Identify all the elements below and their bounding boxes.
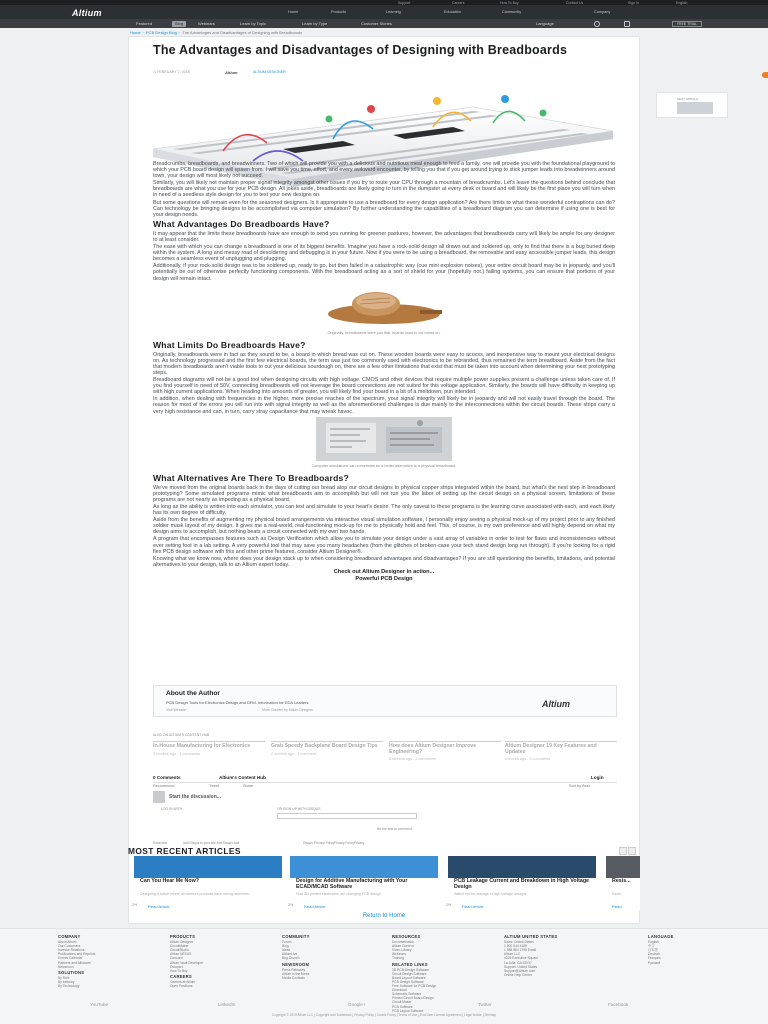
avatar (153, 791, 165, 803)
cta-link[interactable]: Check out Altium Designer in action... (333, 568, 435, 575)
breadcrumb-home[interactable]: Home (130, 30, 141, 35)
footer-col-community (282, 935, 382, 980)
footer-link[interactable]: Documentation (392, 940, 415, 945)
read-article-link[interactable]: Read (612, 904, 622, 909)
language-select[interactable]: Language (536, 21, 554, 27)
footer-text: 4225 Executive Square (504, 956, 539, 961)
footer-text: Support: United States (504, 964, 538, 969)
footer-link[interactable]: Blog (282, 944, 289, 949)
footer-link[interactable]: By Role (58, 975, 70, 980)
footer-text: 1 800 544 4186 (504, 944, 527, 949)
paragraph: As long as the ability is written into each simulator, you can test and simulate to your heart's desire. The only caveat to these programs is the learning curve associated with each, and each likely has its own degree of difficulty. (153, 504, 615, 517)
footer-link[interactable]: Investor Relations (58, 948, 85, 953)
read-article-link[interactable]: Read Article (462, 904, 484, 909)
recent-article-pct: 2% (288, 903, 294, 907)
how-to-buy-link[interactable]: How To Buy (500, 0, 519, 5)
content-hub-link[interactable]: Altium's Content Hub (219, 775, 266, 780)
footer-link[interactable]: Altium Vault Developer (170, 960, 204, 965)
footer-link[interactable]: Circuit Maker (392, 1000, 412, 1005)
footer-link[interactable]: Download (392, 988, 407, 993)
related-title: Altium Designer 19 Key Features and Updates (505, 743, 597, 755)
more-content-link[interactable]: More Content by Altium Designer (262, 708, 314, 712)
footer-heading: RESOURCES (392, 934, 421, 939)
recent-article-card[interactable] (448, 856, 596, 910)
footer-link[interactable]: Ideas (282, 948, 291, 953)
heading-limits: What Limits Do Breadboards Have? (153, 339, 306, 350)
footer-link[interactable]: PCB Design Software (392, 979, 424, 984)
footer-heading: NEWSROOM (282, 961, 310, 967)
footer-link[interactable]: About Altium (58, 940, 77, 945)
visit-website-link[interactable]: Visit Website (166, 708, 187, 712)
paragraph: Breadcrumbs, breadboards, and breadwinners. Two of which will provide you with a delicious and nutritious meal enough to feed a family, one will provide you with the foundational playground to which your PCB board design will spawn from. I will save you time, effort, and every awkward encounter, by telling you that if you get around trying to stick jumper leads into breadwinners around town, your design will most likely not succeed. (153, 161, 615, 180)
facebook-icon[interactable]: Facebook (608, 1002, 629, 1007)
author-box-logo: Altium (542, 699, 570, 709)
footer-link[interactable]: Deutsch (648, 952, 661, 957)
footer (0, 928, 768, 1024)
read-article-link[interactable]: Read Article (304, 904, 326, 909)
name-field[interactable] (277, 813, 417, 819)
free-trial-button[interactable]: FREE TRIAL (672, 21, 702, 27)
footer-heading: COMMUNITY (282, 934, 310, 939)
careers-link[interactable]: Careers (452, 0, 465, 5)
recent-article-image (448, 856, 596, 878)
share-icon[interactable] (624, 21, 630, 27)
twitter-icon[interactable]: Twitter (478, 1002, 492, 1007)
footer-link[interactable]: 中文 (648, 944, 655, 949)
comments-bar (153, 775, 617, 783)
related-item[interactable] (271, 741, 383, 777)
footer-link[interactable]: By Technology (58, 984, 80, 989)
recent-article-image (606, 856, 640, 878)
footer-link[interactable]: Support@Altium.com (504, 968, 536, 973)
breadcrumb-separator: › (178, 30, 181, 35)
footer-link[interactable]: Octopart (170, 964, 183, 969)
related-snippet: 6 months ago - 2 comments (389, 757, 437, 761)
footer-link[interactable]: Media Contacts (282, 975, 305, 980)
paragraph: A program that encompasses features such as Design Verification which allow you to simulate your design under a vast array of variables in order to test for flaws and inconsistencies without ever setting foot in a lab setting. A very powerful tool that may save you many headaches (from the glitches of broken-case your tech stand design long run through). If you're looking for a rigid flex PCB design software with this and other prime features, consider Altium Designer®. (153, 536, 615, 555)
related-title: In-House Manufacturing for Electronics (153, 743, 251, 749)
footer-link[interactable]: Video Library (392, 948, 412, 953)
altium-logo[interactable]: Altium (72, 8, 102, 18)
footer-link[interactable]: Circuit Design Software (392, 971, 427, 976)
subnav-learn-type[interactable]: Learn by Type (302, 21, 328, 27)
nav-community[interactable]: Community (502, 9, 522, 14)
footer-link[interactable]: Schematic Software (392, 992, 422, 997)
heading-alternatives: What Alternatives Are There To Breadboards? (153, 472, 349, 483)
related-title: Grab Speedy Backplane Board Design Tips (271, 743, 378, 749)
footer-link[interactable]: Webinars (392, 952, 406, 957)
footer-heading: PRODUCTS (170, 934, 196, 939)
most-recent-heading: MOST RECENT ARTICLES (128, 846, 241, 856)
paragraph: Additionally, if your rock-solid design was to be soldered up, ready to go, but then failed in a catastrophic way (cue mini explosion noises), your entire circuit board may be in jeopardy, and you'll potentially be out of otherwise perfectly functioning components. With the breadboard acting as a sort of shield for your (hopefully not.) failing systems, you can ensure that portions of your design will remain intact. (153, 263, 615, 282)
footer-link[interactable]: Altium in the News (282, 971, 310, 976)
related-snippet: 3 months ago - 4 comments (153, 751, 201, 756)
footer-link[interactable]: Publications and Reprints (58, 952, 96, 957)
subnav-webinars[interactable]: Webinars (198, 21, 215, 27)
recent-article-title: PCB Leakage Current and Breakdown in High Voltage Design (454, 878, 589, 890)
footer-col-products (170, 935, 270, 988)
recent-article-title: Resis... (612, 878, 631, 884)
next-article-widget[interactable] (656, 92, 728, 118)
footer-link[interactable]: Press Releases (282, 967, 306, 972)
footer-link[interactable]: Altium NEXUS (170, 952, 192, 957)
recent-article-card[interactable] (134, 856, 282, 910)
related-item[interactable] (153, 741, 265, 777)
footer-link[interactable]: English (648, 940, 659, 945)
footer-col-company (58, 935, 158, 988)
paragraph: Aside from the benefits of augmenting my physical board arrangements via interactive visual simulation software, I personally enjoy seeing a physical mock-up of my project prior to any finished soldier mask layout of my design. It gives me a real-world, real-functioning mock-up for me to physically hold and feel. This, of course, is my own preference and will highly depend on what my design aims to accomplish, but nothing beats a circuit connected with my own two hands. (153, 517, 615, 536)
recommend-button[interactable]: Recommend (153, 784, 175, 788)
read-article-link[interactable]: Read Article (148, 904, 170, 909)
cta-subtitle: Powerful PCB Design (355, 576, 413, 583)
footer-link[interactable]: How To Buy (170, 968, 188, 973)
comment-count: 0 Comments (153, 775, 181, 780)
support-link[interactable]: Support (398, 0, 411, 5)
nav-education[interactable]: Education (444, 9, 461, 14)
related-snippet: 2 months ago - 1 comment (271, 751, 317, 756)
recent-article-image (134, 856, 282, 878)
recent-article-image (290, 856, 438, 878)
footer-link[interactable]: Careers at Altium (170, 979, 196, 984)
paragraph: But some questions will remain even for the seasoned designers. Is it appropriate to use a breadboard for every design application? Are there limits to what these wonderful contraptions can do? Can technology be bringing designs to be accomplished via computer simulation? By further understanding the capabilities of a breadboard diagram you can determine if using one is best for your design needs. (153, 199, 615, 218)
footer-link[interactable]: Open Positions (170, 984, 193, 989)
about-author-desc: PCB Design Tools for Electronics Design and DFM. Information for EDA Leaders. (166, 700, 310, 705)
language-link[interactable]: English (676, 0, 688, 5)
footer-link[interactable]: Altium Content (392, 944, 414, 949)
recent-article-pct: 2% (446, 903, 452, 907)
article-card (128, 36, 640, 924)
recent-article-snippet: Resis... (612, 892, 624, 896)
footer-link[interactable]: By Industry (58, 979, 75, 984)
breadcrumb-blog[interactable]: PCB Design Blog (146, 30, 177, 35)
footer-link[interactable]: Events Calendar (58, 956, 83, 961)
sign-in-link[interactable]: Sign In (628, 0, 639, 5)
footer-heading: LANGUAGE (648, 934, 674, 939)
login-button[interactable]: Login (591, 775, 604, 780)
google-plus-icon[interactable]: Google+ (348, 1002, 366, 1007)
subnav-blog-tag[interactable]: Blog (172, 21, 186, 26)
about-author-box (153, 685, 617, 717)
recent-article-title: Can You Hear Me Now? (140, 878, 199, 884)
next-arrow-icon[interactable] (628, 847, 636, 855)
footer-text: 1 858 864 1798 Email (504, 948, 537, 953)
footer-link[interactable]: Training (392, 956, 404, 961)
recent-article-title: Design for Additive Manufacturing with Your ECAD/MCAD Software (296, 878, 408, 890)
footer-col-resources (392, 935, 492, 1013)
related-item[interactable] (505, 741, 617, 777)
footer-link[interactable]: Partners and Alliances (58, 960, 91, 965)
tweet-button[interactable]: Tweet (209, 784, 220, 788)
privacy-link[interactable]: Disqus' Privacy PolicyPrivacy PolicyPrivacy (303, 841, 365, 845)
footer-link[interactable]: 日本語 (648, 948, 658, 953)
paragraph: It may appear that the limits these breadboards have are enough to send you running for greener pastures, however, the advantages that breadboards carry will likely be ample for any designer to at least consider. (153, 230, 615, 243)
footer-heading: RELATED LINKS (392, 961, 428, 967)
article-meta (153, 69, 286, 75)
related-snippet: a month ago - 5 comments (505, 757, 551, 761)
next-article-thumbnail[interactable] (677, 102, 713, 114)
author-logo: Altium (225, 69, 238, 75)
nav-learning[interactable]: Learning (386, 9, 401, 14)
footer-link[interactable]: Forum (282, 940, 292, 945)
footer-link[interactable]: Русский (648, 960, 661, 965)
paragraph: Originally, breadboards were in fact as they sound to be, a board in which bread was cut on. These wooden boards were easy to access, and inexpensive way to mount your electrical designs on. As technology progressed and the first few electrical boards, the term was just too commonly used with electronics to be rebranded, thus remained the term breadboard. Aside from the fact that modern breadboards aren't viable tools to cut your delicious sourdough on, there are a few other limitations that exist that must be taken into account when determining your next prototyping steps. (153, 351, 615, 376)
subnav-featured[interactable]: Featured (136, 21, 153, 27)
footer-col-altium-us (504, 935, 604, 977)
footer-text: Altium LLC (504, 952, 521, 957)
paragraph: We've moved from the original boards back in the days of cutting our bread atop our circuit designs to physical copper strips integrated within the board, but what's the next step in breadboard prototyping? Some simulated programs mimic what breadboards aim to accomplish but will not run you the labor of setting up the circuit design on a physical screen, limitations of these programs are not nearly as impeding as a physical board. (153, 484, 615, 503)
contact-us-link[interactable]: Contact Us (566, 0, 584, 5)
paragraph: Breadboard diagrams will not be a good tool when designing circuits with high voltage. CMOS and other devices that require multiple power supplies present a challenge unless taken care of. If you find yourself in need of 50V, connecting breadboards will not leverage the board connections are not suited for this voltage application. Similarly, the boards will have difficulty in keeping up with high current applications. When heading into amounts of greater, you will likely find your board in a bit of a meltdown, pun intended. (153, 377, 615, 396)
footer-text: La Jolla, CA 92037 (504, 960, 532, 965)
related-heading: ALSO ON ALTIUM'S CONTENT HUB (153, 733, 210, 737)
paragraph: In addition, when dealing with frequencies in the higher, more precise reaches of the spectrum, your signal integrity will likely be in jeopardy and will not easily travel through the board. The reason for most of the errors you will run into with signal integrity as well as the aforementioned challenges is due mainly to the interconnections within the circuit boards. These strips carry a very high resistance and can, in turn, carry stray capacitance that may wreak havoc. (153, 396, 615, 415)
footer-heading: COMPANY (58, 934, 81, 939)
footer-link[interactable]: Our Customers (58, 944, 81, 949)
footer-link[interactable]: CircuitMaker (170, 944, 189, 949)
breadcrumb (130, 30, 302, 35)
circuit-simulation-image (316, 417, 452, 461)
footer-link[interactable]: PCB Layout Software (392, 1008, 424, 1013)
recent-article-snippet: Watch out for leakage in high voltage designs (454, 892, 527, 896)
footer-link[interactable]: PCB Software (392, 1004, 413, 1009)
prev-arrow-icon[interactable] (619, 847, 627, 855)
footer-heading: CAREERS (170, 973, 192, 979)
footer-link[interactable]: Printed Circuit Board Design (392, 996, 434, 1001)
recent-article-snippet: How 3D printed electronics are changing PCB design (296, 892, 381, 896)
about-author-heading: About the Author (166, 690, 220, 697)
footer-link[interactable]: Newsroom (58, 964, 74, 969)
footer-link[interactable]: Board Layout Software (392, 975, 426, 980)
youtube-icon[interactable]: YouTube (90, 1002, 109, 1007)
recent-article-snippet: Designing a future where all wireless products have strong antennas (140, 892, 249, 896)
breadcrumb-current: The Advantages and Disadvantages of Designing with Breadboards (182, 30, 303, 35)
paragraph: The ease with which you can change a breadboard is one of its biggest benefits. Imagine you have a rock-solid design all drawn out and soldered up, only to find that there is a bug buried deep within the system. A long and messy road of desoldering and debugging is in your future. Now if you were to be using a breadboard, the removable and easy accessible jumper leads, this design becomes a seamless event of unplugging and plugging. (153, 244, 615, 263)
sub-nav (0, 19, 768, 28)
login-with-label: LOG IN WITH (161, 807, 183, 811)
first-comment-text: Be the first to comment. (377, 827, 413, 831)
nav-home[interactable]: Home (288, 9, 299, 14)
return-home-link[interactable]: Return to Home (362, 913, 406, 919)
recent-article-card[interactable] (290, 856, 438, 910)
copyright: Copyright © 2019 Altium LLC | Copyright and Trademark | Privacy Policy | Cookie Policy | Terms of Use | End-User License Agreement | Legal Notice | Sitemap (271, 1013, 497, 1017)
nav-products[interactable]: Products (331, 9, 346, 14)
search-icon[interactable] (594, 21, 600, 27)
nav-company[interactable]: Company (594, 9, 611, 14)
footer-link[interactable]: Français (648, 956, 661, 961)
footer-text: Sales: United States (504, 940, 534, 945)
footer-link[interactable]: Concord (170, 956, 183, 961)
article-date: FEBRUARY 7, 2018 (157, 70, 190, 74)
linkedin-icon[interactable]: LinkedIn (218, 1002, 236, 1007)
footer-link[interactable]: Altium Designer (170, 940, 194, 945)
footer-link[interactable]: Free Software for PCB Design (392, 984, 437, 989)
footer-col-language (648, 935, 708, 965)
article-author[interactable]: ALTIUM DESIGNER (253, 70, 286, 74)
paragraph: Knowing what we know now, where does your design stack up to when considering breadboard advantages and disadvantages? If you are still questioning the benefits, limitations, and potential alternatives to your design, talk to an Altium expert today. (153, 555, 615, 568)
related-title: How does Altium Designer Improve Engineering? (389, 743, 477, 755)
comment-input[interactable] (153, 791, 617, 803)
breadcrumb-separator: › (142, 30, 145, 35)
subnav-customer-stories[interactable]: Customer Stories (361, 21, 392, 27)
share-button[interactable]: Share (243, 784, 254, 788)
subnav-learn-topic[interactable]: Learn by Topic (240, 21, 266, 27)
sort-select[interactable]: Sort by Best (569, 784, 590, 788)
footer-link[interactable]: 3D PCB Design Software (392, 967, 430, 972)
image-caption: Originally, breadboards were just that, boards used to cut bread on. (327, 330, 441, 335)
footer-link[interactable]: CircuitStudio (170, 948, 189, 953)
feedback-tab[interactable] (762, 72, 768, 78)
footer-heading: ALTIUM UNITED STATES (504, 934, 558, 939)
recent-article-pct: 2% (132, 903, 138, 907)
article-body (153, 161, 615, 583)
subscribe-link[interactable]: Subscribe (153, 841, 168, 845)
footer-link[interactable]: Bug Crunch (282, 956, 300, 961)
related-item[interactable] (389, 741, 501, 777)
bread-board-image (324, 284, 444, 328)
article-title: The Advantages and Disadvantages of Designing with Breadboards (153, 43, 568, 57)
recent-article-card[interactable] (606, 856, 640, 910)
image-caption: Computer simulations can sometimes be a better alternative to a physical breadboard. (311, 463, 457, 468)
add-disqus-link[interactable]: Add Disqus to your site Add Disqus Add (183, 841, 240, 845)
next-article-label: NEXT ARTICLE (677, 97, 699, 101)
paragraph: Similarly, you will likely not maintain proper signal integrity amongst other issues if you try to route your CPU through a mountain of breadcrumbs. Let's leave the questions behind conclude that breadboards are what you use for your PCB design. All jokes aside, breadboards are likely going to turn in the dumpster at every desk or board and will likely be the first place you will turn when in need of a seedless style design for you to test your new designs on. (153, 180, 615, 199)
calendar-icon: ◷ (153, 70, 158, 74)
heading-advantages: What Advantages Do Breadboards Have? (153, 218, 330, 229)
signup-disqus-label: OR SIGN UP WITH DISQUS (277, 807, 321, 811)
comment-placeholder[interactable]: Start the discussion... (169, 794, 221, 800)
main-nav (0, 5, 768, 19)
footer-link[interactable]: Online Help Center (504, 972, 533, 977)
footer-link[interactable]: AltiumLive (282, 952, 298, 957)
footer-heading: SOLUTIONS (58, 969, 85, 975)
